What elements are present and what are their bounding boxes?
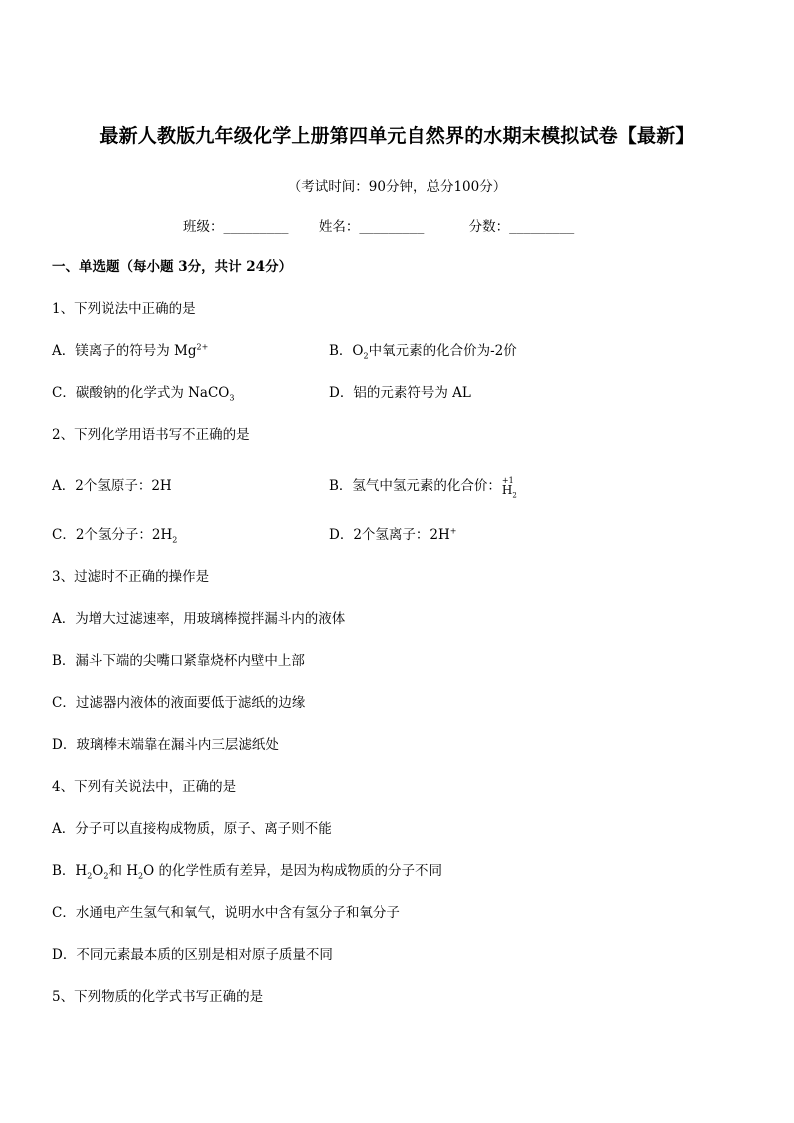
valence-element: H [501, 482, 513, 497]
question-1-option-d: D．铝的元素符号为 AL [329, 385, 471, 401]
q1-c-sub: 3 [229, 393, 235, 403]
q2-d-text: D．2个氢离子：2H [329, 527, 450, 543]
question-4-option-a: A．分子可以直接构成物质，原子、离子则不能 [52, 821, 332, 837]
question-2-option-d [329, 526, 456, 544]
valence-notation [501, 475, 517, 499]
name-blank: _________ [359, 220, 425, 234]
q4-b-sub2: 2 [103, 871, 109, 881]
question-3-option-b: B．漏斗下端的尖嘴口紧靠烧杯内壁中上部 [52, 653, 305, 669]
q4-b-part2: O [92, 863, 104, 879]
question-4-option-c: C．水通电产生氢气和氧气，说明水中含有氢分子和氧分子 [52, 905, 400, 921]
class-field [183, 215, 289, 235]
valence-top: +1 [501, 475, 514, 485]
question-2-option-a: A．2个氢原子：2H [52, 478, 172, 494]
exam-duration-note: （考试时间：90分钟，总分100分） [287, 179, 507, 195]
student-info-line [183, 215, 574, 235]
question-2-option-b [329, 475, 517, 499]
q4-b-part3: 和 H [108, 863, 139, 879]
q4-b-sub3: 2 [138, 871, 144, 881]
question-3-option-a: A．为增大过滤速率，用玻璃棒搅拌漏斗内的液体 [52, 611, 346, 627]
question-3-stem: 3、过滤时不正确的操作是 [52, 569, 210, 585]
q2-c-sub: 2 [172, 535, 178, 545]
valence-sub: 2 [512, 490, 517, 499]
score-label: 分数： [468, 219, 510, 235]
class-label: 班级： [183, 219, 224, 235]
name-label: 姓名： [318, 219, 360, 235]
question-2-stem: 2、下列化学用语书写不正确的是 [52, 427, 250, 443]
q4-b-part4: O 的化学性质有差异，是因为构成物质的分子不同 [143, 863, 442, 879]
question-4-option-d: D．不同元素最本质的区别是相对原子质量不同 [52, 947, 333, 963]
question-1-option-c [52, 384, 234, 402]
q1-b-suffix: 中氧元素的化合价为-2价 [368, 343, 517, 359]
question-4-stem: 4、下列有关说法中，正确的是 [52, 779, 237, 795]
valence-base [502, 481, 517, 499]
class-blank: _________ [223, 220, 289, 234]
q1-a-sup: 2+ [196, 342, 209, 352]
section-heading-single-choice: 一、单选题（每小题 3分，共计 24分） [52, 259, 293, 275]
q4-b-sub1: 2 [87, 871, 93, 881]
q1-c-text: C．碳酸钠的化学式为 NaCO [52, 385, 230, 401]
q1-b-text: B．O [329, 343, 364, 359]
question-2-option-c [52, 526, 177, 544]
q4-b-part1: B．H [52, 863, 88, 879]
question-5-stem: 5、下列物质的化学式书写正确的是 [52, 989, 264, 1005]
question-3-option-d: D．玻璃棒末端靠在漏斗内三层滤纸处 [52, 737, 279, 753]
q1-b-sub: 2 [363, 351, 369, 361]
question-3-option-c: C．过滤器内液体的液面要低于滤纸的边缘 [52, 695, 306, 711]
score-field [469, 215, 575, 235]
q1-a-text: A．镁离子的符号为 Mg [52, 343, 197, 359]
q2-b-text: B．氢气中氢元素的化合价： [329, 478, 501, 494]
score-blank: _________ [509, 220, 575, 234]
q2-d-sup: + [449, 526, 457, 536]
q2-c-text: C．2个氢分子：2H [52, 527, 173, 543]
page-title: 最新人教版九年级化学上册第四单元自然界的水期末模拟试卷【最新】 [99, 125, 695, 147]
name-field [319, 215, 425, 235]
question-1-option-b [329, 342, 517, 360]
question-4-option-b [52, 862, 442, 880]
question-1-stem: 1、下列说法中正确的是 [52, 301, 196, 317]
question-1-option-a [52, 342, 208, 360]
